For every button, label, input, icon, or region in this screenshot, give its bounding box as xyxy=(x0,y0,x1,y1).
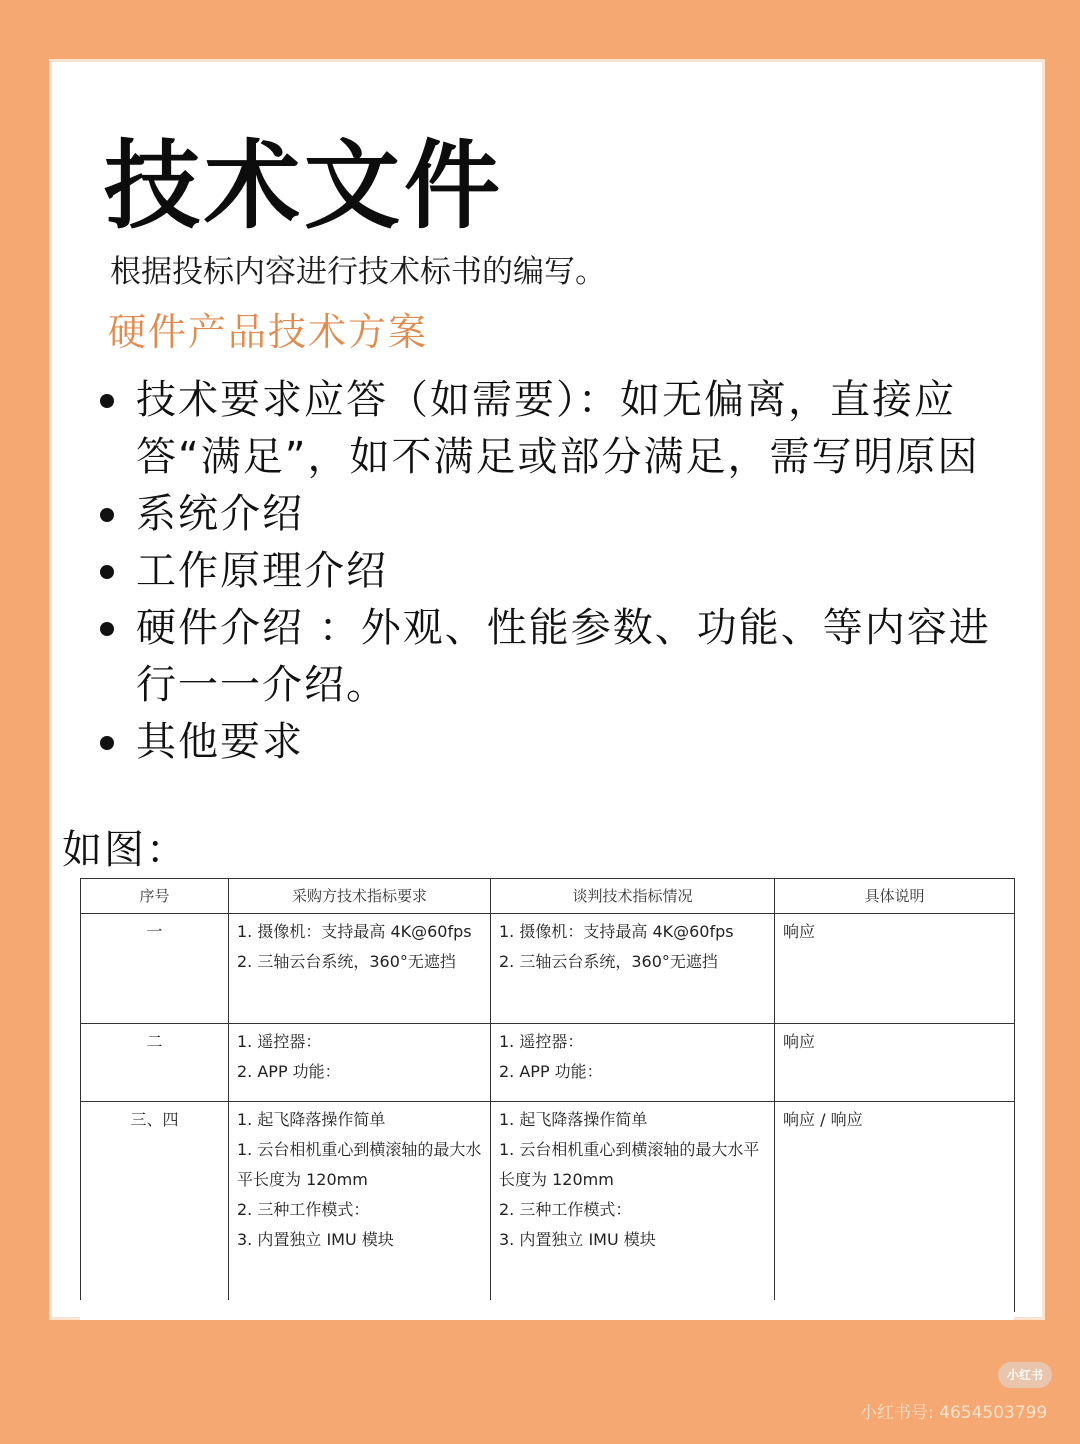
requirement-line: 1. 云台相机重心到横滚轴的最大水平长度为 120mm xyxy=(237,1140,482,1189)
bullet-list xyxy=(98,372,1018,771)
response-line: 3. 内置独立 IMU 模块 xyxy=(499,1230,656,1249)
requirement-line: 1. 遥控器： xyxy=(237,1032,322,1051)
table-header-row xyxy=(81,879,1015,914)
bullet-item: 技术要求应答（如需要）：如无偏离，直接应答“满足”，如不满足或部分满足，需写明原因 xyxy=(98,372,1018,486)
response-cell xyxy=(491,1024,775,1102)
response-cell xyxy=(491,914,775,1024)
row-number: 一 xyxy=(81,914,229,1024)
response-line: 2. 三种工作模式： xyxy=(499,1200,632,1219)
requirement-line: 1. 起飞降落操作简单 xyxy=(237,1110,386,1129)
table-row xyxy=(81,1102,1015,1312)
requirement-line: 1. 摄像机：支持最高 4K@60fps xyxy=(237,922,472,941)
header-cell: 具体说明 xyxy=(775,879,1015,914)
requirement-cell xyxy=(229,1102,491,1312)
header-cell: 序号 xyxy=(81,879,229,914)
response-line: 1. 云台相机重心到横滚轴的最大水平长度为 120mm xyxy=(499,1140,760,1189)
section-heading: 硬件产品技术方案 xyxy=(108,310,429,354)
table-row xyxy=(81,914,1015,1024)
response-line: 1. 起飞降落操作简单 xyxy=(499,1110,648,1129)
brand-logo: 小红书 xyxy=(998,1362,1052,1388)
row-number: 三、四 xyxy=(81,1102,229,1312)
note-cell: 响应 xyxy=(775,914,1015,1024)
table-row xyxy=(81,1024,1015,1102)
page-subtitle: 根据投标内容进行技术标书的编写。 xyxy=(110,254,606,290)
response-line: 1. 遥控器： xyxy=(499,1032,584,1051)
requirement-cell xyxy=(229,914,491,1024)
bullet-item: 系统介绍 xyxy=(98,486,1018,543)
bullet-item: 工作原理介绍 xyxy=(98,543,1018,600)
response-cell xyxy=(491,1102,775,1312)
spec-table xyxy=(80,878,1015,1312)
bullet-item: 其他要求 xyxy=(98,714,1018,771)
requirement-line: 2. APP 功能： xyxy=(237,1062,341,1081)
figure-caption: 如图： xyxy=(62,827,188,873)
note-cell: 响应 xyxy=(775,1024,1015,1102)
response-line: 1. 摄像机：支持最高 4K@60fps xyxy=(499,922,734,941)
header-cell: 采购方技术指标要求 xyxy=(229,879,491,914)
note-cell: 响应 / 响应 xyxy=(775,1102,1015,1312)
requirement-line: 2. 三轴云台系统，360°无遮挡 xyxy=(237,952,456,971)
row-number: 二 xyxy=(81,1024,229,1102)
response-line: 2. 三轴云台系统，360°无遮挡 xyxy=(499,952,718,971)
response-line: 2. APP 功能： xyxy=(499,1062,603,1081)
user-id-watermark: 小红书号: 4654503799 xyxy=(860,1403,1048,1423)
requirement-cell xyxy=(229,1024,491,1102)
table-crop-edge xyxy=(80,1300,1014,1320)
requirement-line: 3. 内置独立 IMU 模块 xyxy=(237,1230,394,1249)
requirement-line: 2. 三种工作模式： xyxy=(237,1200,370,1219)
page-title: 技术文件 xyxy=(104,130,504,242)
bullet-item: 硬件介绍 ：外观、性能参数、功能、等内容进行一一介绍。 xyxy=(98,600,1018,714)
header-cell: 谈判技术指标情况 xyxy=(491,879,775,914)
